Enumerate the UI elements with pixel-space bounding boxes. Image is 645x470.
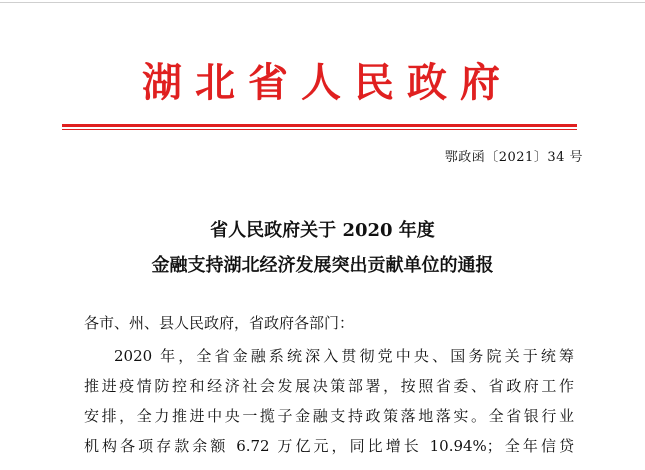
- red-header-rule-thin: [62, 129, 577, 130]
- body-line: 2020 年，全省金融系统深入贯彻党中央、国务院关于统筹: [114, 347, 574, 365]
- issuing-authority-header: 湖北省人民政府: [142, 59, 513, 106]
- salutation: 各市、州、县人民政府，省政府各部门：: [84, 314, 355, 332]
- notice-title-line-1: 省人民政府关于 2020 年度: [210, 220, 435, 241]
- body-line: 推进疫情防控和经济社会发展决策部署，按照省委、省政府工作: [84, 377, 574, 395]
- document-number: 鄂政函〔2021〕34 号: [444, 150, 583, 165]
- red-header-rule: [62, 124, 577, 127]
- body-line: 安排，全力推进中央一揽子金融支持政策落地落实。全省银行业: [84, 407, 574, 425]
- page-top-edge: [0, 2, 645, 3]
- body-line: 机构各项存款余额 6.72 万亿元，同比增长 10.94%；全年信贷: [84, 437, 574, 455]
- notice-title-line-2: 金融支持湖北经济发展突出贡献单位的通报: [151, 255, 494, 276]
